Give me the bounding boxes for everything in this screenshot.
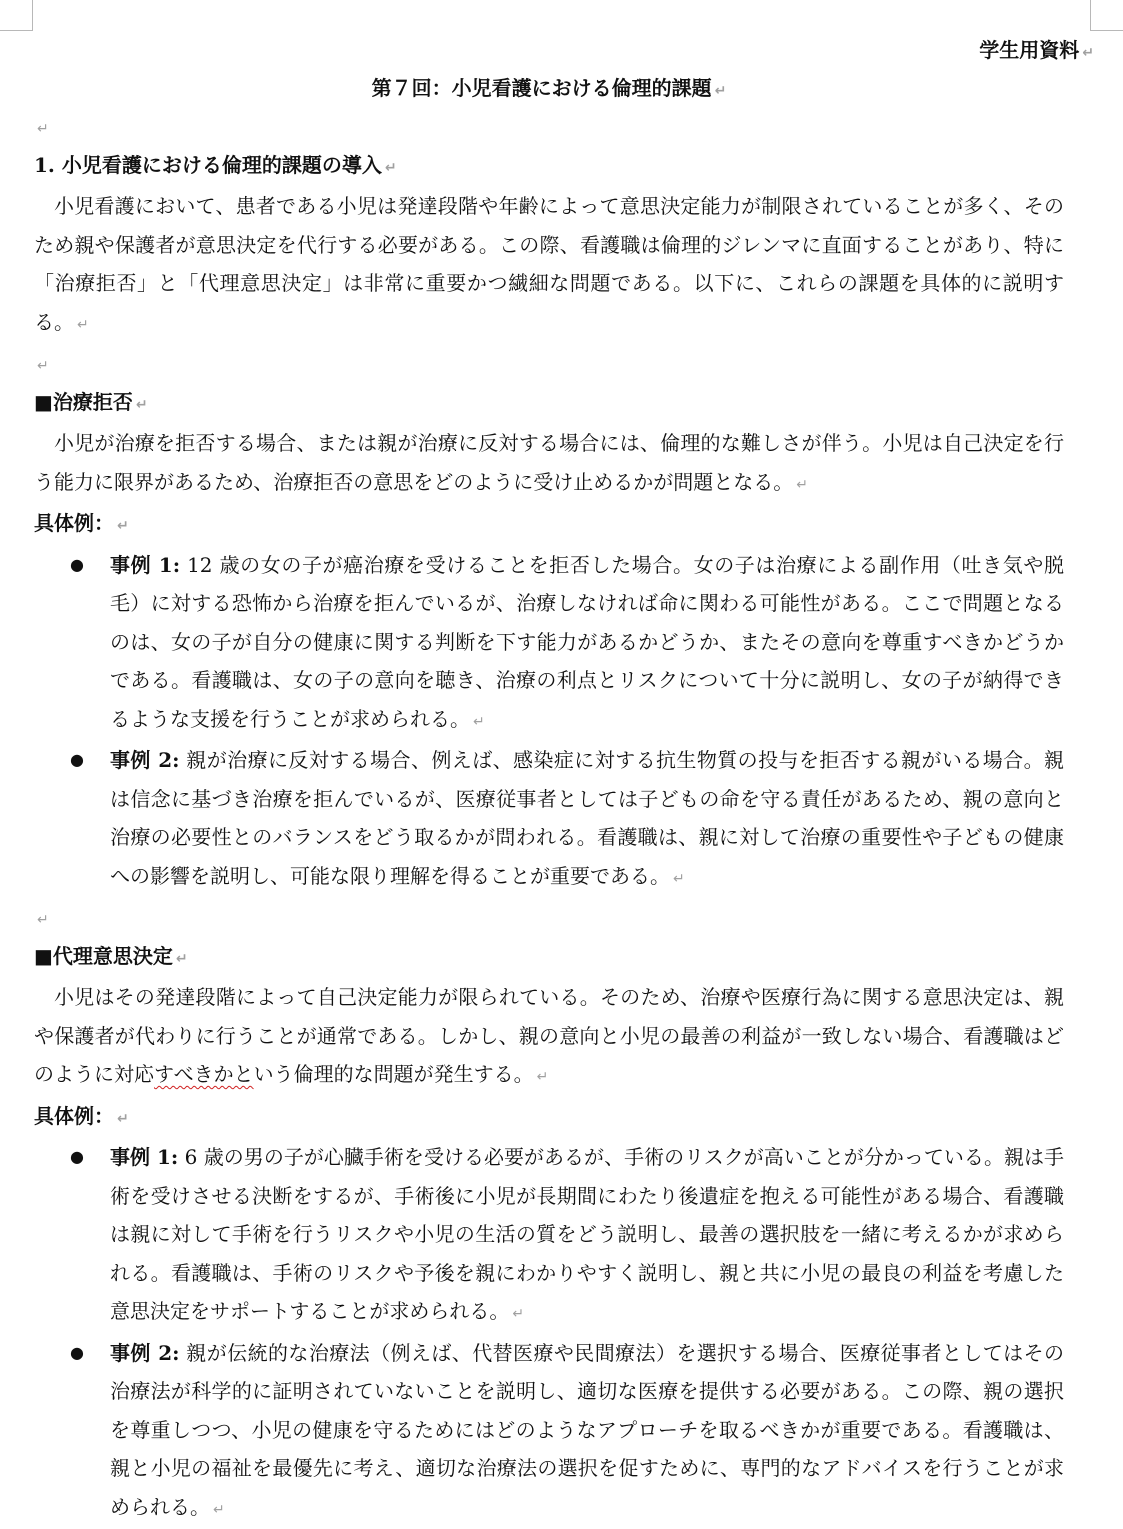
examples-label xyxy=(34,1097,1064,1139)
list-item xyxy=(34,1138,1064,1334)
bullet-icon: ● xyxy=(70,1138,84,1177)
paragraph-mark-icon: ↵ xyxy=(1082,45,1094,61)
examples-label-text: 具体例： xyxy=(34,511,114,535)
paragraph-mark-icon: ↵ xyxy=(37,912,49,928)
paragraph-mark-icon: ↵ xyxy=(77,317,89,333)
case-label: 事例 2: xyxy=(110,748,180,772)
examples-label-text: 具体例： xyxy=(34,1104,114,1128)
paragraph-mark-icon: ↵ xyxy=(136,397,148,413)
page-title xyxy=(34,69,1064,107)
treatment-refusal-text: 小児が治療を拒否する場合、または親が治療に反対する場合には、倫理的な難しさが伴う。小児は自己決定を行う能力に限界があるため、治療拒否の意思をどのように受け止めるかが問題となる。 xyxy=(34,431,1064,494)
proxy-decision-paragraph xyxy=(34,978,1064,1097)
bullet-icon: ● xyxy=(70,741,84,780)
case-text: 6 歳の男の子が心臓手術を受ける必要があるが、手術のリスクが高いことが分かっている。親は手術を受けさせる決断をするが、手術後に小児が長期間にわたり後遺症を抱える可能性がある場合、看護職は親に対して手術を行うリスクや小児の生活の質をどう説明し、最善の選択肢を一緒に考えるかが求められる。看護職は、手術のリスクや予後を親にわかりやすく説明し、親と共に小児の最良の利益を考慮した意思決定をサポートすることが求められる。 xyxy=(110,1145,1064,1323)
case-text: 親が伝統的な治療法（例えば、代替医療や民間療法）を選択する場合、医療従事者としてはその治療法が科学的に証明されていないことを説明し、適切な医療を提供する必要がある。この際、親の選択を尊重しつつ、小児の健康を守るためにはどのようなアプローチを取るべきかが重要である。看護職は、親と小児の福祉を最優先に考え、適切な治療法の選択を促すために、専門的なアドバイスを行うことが求められる。 xyxy=(110,1341,1064,1519)
list-item xyxy=(34,546,1064,742)
paragraph-mark-icon: ↵ xyxy=(385,160,397,176)
treatment-refusal-paragraph xyxy=(34,424,1064,504)
paragraph-mark-icon: ↵ xyxy=(537,1069,549,1085)
section-heading-text: 1. 小児看護における倫理的課題の導入 xyxy=(34,153,382,177)
spellcheck-underlined-text[interactable]: すべきかと xyxy=(154,1062,254,1086)
empty-paragraph xyxy=(34,344,1064,383)
examples-label xyxy=(34,504,1064,546)
paragraph-mark-icon: ↵ xyxy=(473,714,485,730)
intro-paragraph-text: 小児看護において、患者である小児は発達段階や年齢によって意思決定能力が制限されていることが多く、そのため親や保護者が意思決定を代行する必要がある。この際、看護職は倫理的ジレンマに直面することがあり、特に「治療拒否」と「代理意思決定」は非常に重要かつ繊細な問題である。以下に、これらの課題を具体的に説明する。 xyxy=(34,194,1064,334)
case-label: 事例 1: xyxy=(110,553,180,577)
section-heading-text: ■治療拒否 xyxy=(34,390,133,414)
page-corner-top-left-mark xyxy=(0,0,33,31)
paragraph-mark-icon: ↵ xyxy=(37,358,49,374)
document-label-text: 学生用資料 xyxy=(979,38,1079,62)
section-heading-treatment-refusal xyxy=(34,383,1064,425)
case-list xyxy=(34,546,1064,899)
case-text: 12 歳の女の子が癌治療を受けることを拒否した場合。女の子は治療による副作用（吐き気や脱毛）に対する恐怖から治療を拒んでいるが、治療しなければ命に関わる可能性がある。ここで問題となるのは、女の子が自分の健康に関する判断を下す能力があるかどうか、またその意向を尊重すべきかどうかである。看護職は、女の子の意向を聴き、治療の利点とリスクについて十分に説明し、女の子が納得できるような支援を行うことが求められる。 xyxy=(110,553,1064,731)
bullet-icon: ● xyxy=(70,1334,84,1373)
paragraph-mark-icon: ↵ xyxy=(715,83,727,99)
list-item xyxy=(34,741,1064,898)
paragraph-mark-icon: ↵ xyxy=(673,871,685,887)
proxy-text-after: いう倫理的な問題が発生する。 xyxy=(254,1062,534,1086)
document-page[interactable] xyxy=(34,0,1064,1529)
proxy-text-before: 小児はその発達段階によって自己決定能力が限られている。そのため、治療や医療行為に関する意思決定は、親や保護者が代わりに行うことが通常である。しかし、親の意向と小児の最善の利益が一致しない場合、看護職はどのように対応 xyxy=(34,985,1064,1086)
paragraph-mark-icon: ↵ xyxy=(796,477,808,493)
bullet-icon: ● xyxy=(70,546,84,585)
empty-paragraph xyxy=(34,898,1064,937)
page-corner-top-right-mark xyxy=(1090,0,1123,31)
intro-paragraph xyxy=(34,187,1064,344)
paragraph-mark-icon: ↵ xyxy=(117,518,129,534)
document-label xyxy=(34,31,1094,69)
paragraph-mark-icon: ↵ xyxy=(176,951,188,967)
section-heading-proxy-decision xyxy=(34,937,1064,979)
case-label: 事例 2: xyxy=(110,1341,180,1365)
paragraph-mark-icon: ↵ xyxy=(37,121,49,137)
case-list xyxy=(34,1138,1064,1529)
paragraph-mark-icon: ↵ xyxy=(512,1306,524,1322)
list-item xyxy=(34,1334,1064,1529)
paragraph-mark-icon: ↵ xyxy=(213,1502,225,1518)
case-text: 親が治療に反対する場合、例えば、感染症に対する抗生物質の投与を拒否する親がいる場合。親は信念に基づき治療を拒んでいるが、医療従事者としては子どもの命を守る責任があるため、親の意向と治療の必要性とのバランスをどう取るかが問われる。看護職は、親に対して治療の重要性や子どもの健康への影響を説明し、可能な限り理解を得ることが重要である。 xyxy=(110,748,1064,888)
empty-paragraph xyxy=(34,107,1064,146)
section-heading-text: ■代理意思決定 xyxy=(34,944,173,968)
case-label: 事例 1: xyxy=(110,1145,178,1169)
page-title-text: 第７回：小児看護における倫理的課題 xyxy=(372,76,712,100)
paragraph-mark-icon: ↵ xyxy=(117,1111,129,1127)
section-heading-intro xyxy=(34,146,1064,188)
